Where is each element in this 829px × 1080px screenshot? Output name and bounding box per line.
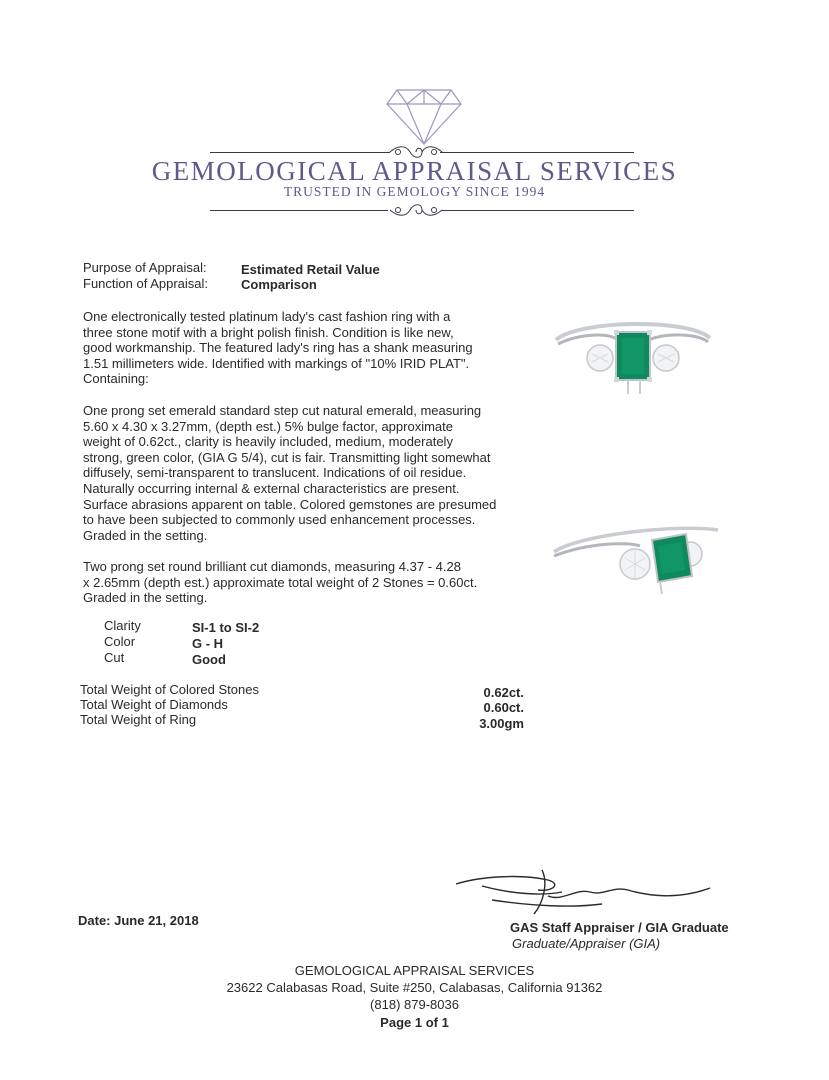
footer-phone: (818) 879-8036 (370, 997, 459, 1012)
grading-value-cut: Good (192, 652, 226, 667)
total-label-ring: Total Weight of Ring (80, 712, 197, 727)
ring-photo (548, 310, 718, 400)
purpose-label: Purpose of Appraisal: (83, 260, 207, 275)
company-tagline: TRUSTED IN GEMOLOGY SINCE 1994 (283, 184, 546, 199)
signature-title: GAS Staff Appraiser / GIA Graduate (510, 920, 729, 935)
footer-address: 23622 Calabasas Road, Suite #250, Calabasas, California 91362 (226, 980, 603, 995)
total-value-colored-stones: 0.62ct. (483, 685, 524, 700)
description-paragraph: One electronically tested platinum lady's cast fashion ring with a three stone motif with a bright polish finish. Condition is like new, good workmanship. The featured lady's ring has a shank measuring 1.51 millimeters wide. Identified with markings of "10% IRID PLAT". Containing: (83, 309, 473, 387)
grading-label-clarity: Clarity (104, 618, 141, 633)
header-bottom-rule (442, 210, 634, 211)
appraisal-date: Date: June 21, 2018 (78, 913, 199, 928)
total-label-diamonds: Total Weight of Diamonds (80, 697, 228, 712)
header-top-rule (210, 152, 390, 153)
purpose-value: Estimated Retail Value (241, 262, 380, 277)
footer-company: GEMOLOGICAL APPRAISAL SERVICES (294, 963, 535, 978)
grading-value-clarity: SI-1 to SI-2 (192, 620, 260, 635)
grading-value-color: G - H (192, 636, 224, 651)
flourish-ornament (388, 201, 444, 219)
header-top-rule (440, 152, 634, 153)
header-bottom-rule (210, 210, 388, 211)
total-value-ring: 3.00gm (479, 716, 524, 731)
total-label-colored-stones: Total Weight of Colored Stones (80, 682, 259, 697)
company-name: GEMOLOGICAL APPRAISAL SERVICES (151, 156, 678, 186)
signature-subtitle: Graduate/Appraiser (GIA) (512, 936, 661, 951)
ring-photo (550, 520, 725, 600)
diamond-icon (385, 86, 463, 146)
page-number: Page 1 of 1 (380, 1015, 449, 1030)
description-paragraph: One prong set emerald standard step cut natural emerald, measuring 5.60 x 4.30 x 3.27mm, (depth est.) 5% bulge factor, approximate weight of 0.62ct., clarity is heavily included, medium, moderately strong, green color, (GIA G 5/4), cut is fair. Transmitting light somewhat diffusely, semi-transparent to translucent. Indications of oil residue. Naturally occurring internal & external characteristics are present. Surface abrasions apparent on table. Colored gemstones are presumed to have been subjected to commonly used enhancement processes. Graded in the setting. (83, 403, 497, 543)
grading-label-cut: Cut (104, 650, 125, 665)
function-value: Comparison (241, 277, 317, 292)
description-paragraph: Two prong set round brilliant cut diamonds, measuring 4.37 - 4.28 x 2.65mm (depth est.) approximate total weight of 2 Stones = 0.60ct. Graded in the setting. (83, 559, 478, 606)
function-label: Function of Appraisal: (83, 276, 209, 291)
total-value-diamonds: 0.60ct. (483, 700, 524, 715)
signature-image (452, 866, 722, 918)
grading-label-color: Color (104, 634, 136, 649)
